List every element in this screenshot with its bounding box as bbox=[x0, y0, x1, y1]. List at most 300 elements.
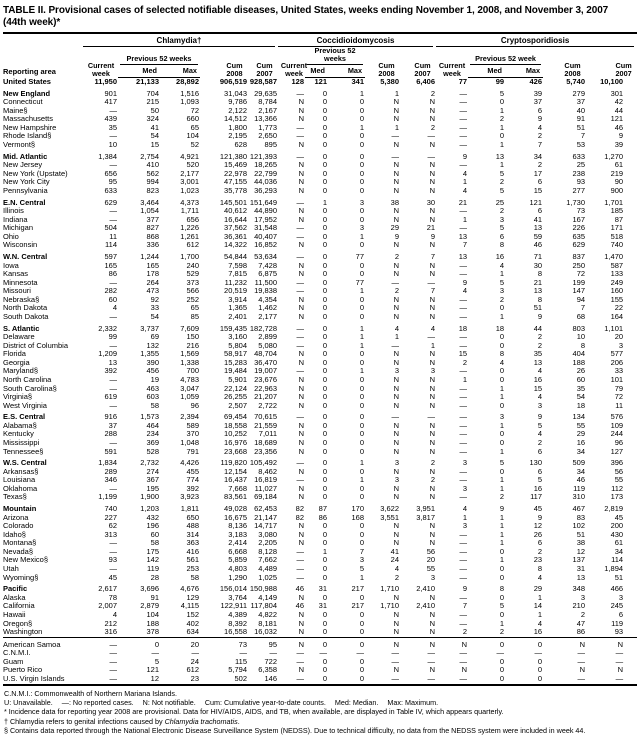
value-cell: — bbox=[427, 132, 436, 141]
value-cell: 78 bbox=[108, 593, 117, 602]
value-cell: 591 bbox=[104, 447, 117, 456]
value-cell: 6 bbox=[537, 447, 543, 456]
reporting-area-cell: Puerto Rico bbox=[3, 666, 43, 675]
value-cell: 837 bbox=[572, 252, 586, 262]
value-cell: 105,492 bbox=[249, 458, 278, 468]
value-cell: N bbox=[429, 593, 436, 602]
value-cell: 44 bbox=[614, 106, 624, 115]
value-cell: N bbox=[393, 530, 400, 539]
value-cell: 12 bbox=[576, 547, 586, 556]
value-cell: 868 bbox=[146, 232, 159, 241]
value-cell: N bbox=[298, 161, 305, 170]
reporting-area-cell: Pacific bbox=[3, 584, 28, 594]
table-row bbox=[3, 216, 637, 225]
value-cell: 2,332 bbox=[98, 323, 117, 333]
value-cell: 4 bbox=[537, 123, 543, 132]
value-cell: 0 bbox=[322, 530, 328, 539]
value-cell: — bbox=[109, 401, 117, 410]
value-cell: 7 bbox=[430, 252, 436, 262]
value-cell: 2,122 bbox=[228, 106, 247, 115]
value-cell: — bbox=[459, 439, 468, 447]
value-cell: 10 bbox=[108, 141, 117, 150]
value-cell: N bbox=[298, 186, 305, 195]
value-cell: 2 bbox=[499, 178, 505, 187]
value-cell: 38 bbox=[576, 539, 586, 548]
value-cell: — bbox=[296, 412, 305, 422]
value-cell: 635 bbox=[572, 232, 586, 241]
value-cell: 3 bbox=[394, 367, 400, 376]
value-cell: — bbox=[459, 573, 468, 582]
value-cell: 72 bbox=[190, 106, 199, 115]
value-cell: 1 bbox=[359, 323, 365, 333]
value-cell: 0 bbox=[359, 421, 365, 430]
value-cell: 2,732 bbox=[140, 458, 159, 468]
value-cell: 1 bbox=[499, 106, 505, 115]
value-cell: 4,783 bbox=[180, 375, 199, 384]
value-cell: 23,356 bbox=[254, 447, 278, 456]
value-cell: 16,558 bbox=[224, 628, 247, 637]
value-cell: 60 bbox=[108, 295, 117, 304]
table-row bbox=[3, 565, 637, 574]
value-cell: 0 bbox=[499, 666, 505, 675]
value-cell: 4,389 bbox=[228, 610, 247, 619]
value-cell: 392 bbox=[104, 367, 117, 376]
value-cell: N bbox=[298, 484, 305, 493]
value-cell: 2,722 bbox=[258, 401, 278, 410]
value-cell: — bbox=[109, 215, 117, 224]
value-cell: 2,401 bbox=[228, 312, 247, 321]
value-cell: 18,558 bbox=[224, 421, 247, 430]
value-cell: 199 bbox=[572, 278, 586, 287]
value-cell: 473 bbox=[146, 287, 159, 296]
value-cell: 900 bbox=[610, 186, 624, 195]
value-cell: N bbox=[298, 393, 305, 402]
value-cell: 3,047 bbox=[180, 384, 199, 393]
value-cell: 5,859 bbox=[228, 556, 247, 565]
value-cell: 18,265 bbox=[254, 161, 278, 170]
value-cell: N bbox=[298, 312, 305, 321]
value-cell: 0 bbox=[322, 132, 328, 141]
value-cell: 0 bbox=[359, 539, 365, 548]
col-header-max: Max bbox=[505, 65, 543, 78]
value-cell: 612 bbox=[186, 666, 199, 675]
value-cell: 1 bbox=[499, 270, 505, 279]
value-cell: 1 bbox=[394, 333, 400, 342]
value-cell: — bbox=[459, 657, 468, 666]
value-cell: 4 bbox=[394, 323, 400, 333]
value-cell: 7,428 bbox=[258, 261, 278, 270]
value-cell: — bbox=[459, 88, 468, 98]
value-cell: 11,232 bbox=[224, 278, 247, 287]
value-cell: 8,128 bbox=[258, 547, 278, 556]
value-cell: 1,290 bbox=[228, 573, 247, 582]
value-cell: 370 bbox=[186, 430, 199, 439]
value-cell: 363 bbox=[186, 539, 199, 548]
value-cell: 0 bbox=[359, 522, 365, 531]
value-cell: 0 bbox=[359, 674, 365, 683]
reporting-area-cell: E.S. Central bbox=[3, 412, 46, 422]
value-cell: 1 bbox=[537, 593, 543, 602]
value-cell: — bbox=[296, 252, 305, 262]
value-cell: 1,209 bbox=[98, 350, 117, 359]
value-cell: 1 bbox=[359, 88, 365, 98]
value-cell: N bbox=[298, 169, 305, 178]
value-cell: 54 bbox=[150, 312, 159, 321]
value-cell: 15,283 bbox=[224, 358, 247, 367]
value-cell: 31 bbox=[318, 602, 328, 611]
value-cell: 36,470 bbox=[254, 358, 278, 367]
value-cell: 16,644 bbox=[224, 215, 247, 224]
value-cell: 37 bbox=[576, 98, 586, 107]
value-cell: — bbox=[459, 430, 468, 439]
value-cell: 28 bbox=[150, 573, 159, 582]
value-cell: N bbox=[393, 628, 400, 637]
value-cell: 3 bbox=[359, 197, 365, 207]
value-cell: 6,358 bbox=[258, 666, 278, 675]
value-cell: 56 bbox=[426, 547, 436, 556]
value-cell: 410 bbox=[146, 161, 159, 170]
value-cell: 0 bbox=[322, 287, 328, 296]
value-cell: N bbox=[393, 384, 400, 393]
table-row bbox=[3, 666, 637, 675]
value-cell: N bbox=[393, 421, 400, 430]
value-cell: 0 bbox=[322, 367, 328, 376]
value-cell: 348 bbox=[572, 584, 586, 594]
value-cell: 51 bbox=[576, 123, 586, 132]
value-cell: 0 bbox=[322, 493, 328, 502]
value-cell: 114 bbox=[611, 556, 624, 565]
value-cell: 11,500 bbox=[254, 278, 278, 287]
value-cell: 226 bbox=[572, 224, 586, 233]
value-cell: 21,207 bbox=[254, 393, 278, 402]
value-cell: 61 bbox=[614, 161, 624, 170]
value-cell: 0 bbox=[322, 186, 328, 195]
value-cell: 146 bbox=[264, 674, 278, 683]
value-cell: — bbox=[459, 539, 468, 548]
value-cell: 1 bbox=[499, 123, 505, 132]
value-cell: 2 bbox=[430, 123, 436, 132]
value-cell: 7 bbox=[462, 241, 468, 250]
col-header-cum-2008: Cum 2008 bbox=[564, 60, 581, 78]
value-cell: 91 bbox=[150, 593, 159, 602]
value-cell: 4 bbox=[537, 393, 543, 402]
value-cell: 196 bbox=[146, 522, 159, 531]
value-cell: 2 bbox=[499, 628, 505, 637]
value-cell: 30 bbox=[533, 261, 543, 270]
value-cell: — bbox=[296, 649, 305, 658]
value-cell: 628 bbox=[234, 141, 247, 150]
value-cell: 9 bbox=[462, 278, 468, 287]
value-cell: 4,803 bbox=[228, 565, 247, 574]
table-row bbox=[3, 602, 637, 611]
value-cell: 58,917 bbox=[224, 350, 247, 359]
value-cell: — bbox=[391, 278, 400, 287]
value-cell: 11 bbox=[109, 232, 117, 241]
value-cell: 24 bbox=[190, 657, 199, 666]
value-cell: 8 bbox=[499, 584, 505, 594]
value-cell: 402 bbox=[186, 619, 199, 628]
value-cell: 3 bbox=[430, 367, 436, 376]
value-cell: 20 bbox=[160, 637, 200, 649]
value-cell: 21 bbox=[458, 197, 468, 207]
value-cell: 0 bbox=[537, 674, 543, 683]
value-cell: 0 bbox=[322, 393, 328, 402]
value-cell: — bbox=[459, 547, 468, 556]
value-cell: 0 bbox=[359, 169, 365, 178]
value-cell: — bbox=[109, 132, 117, 141]
value-cell: 456 bbox=[146, 367, 159, 376]
col-header-cum-2008: Cum 2008 bbox=[378, 60, 395, 78]
reporting-area-cell: Illinois bbox=[3, 207, 24, 216]
value-cell: 8,462 bbox=[258, 467, 278, 476]
value-cell: 1 bbox=[499, 161, 505, 170]
value-cell: 17,952 bbox=[254, 215, 278, 224]
table-row bbox=[3, 178, 637, 187]
value-cell: N bbox=[298, 215, 305, 224]
value-cell: 23,668 bbox=[224, 447, 247, 456]
value-cell: 1 bbox=[499, 393, 505, 402]
value-cell: 704 bbox=[146, 88, 159, 98]
value-cell: 1 bbox=[499, 476, 505, 485]
value-cell: 52 bbox=[190, 141, 199, 150]
reporting-area-cell: E.N. Central bbox=[3, 197, 46, 207]
value-cell: 1 bbox=[462, 513, 468, 522]
value-cell: 0 bbox=[359, 628, 365, 637]
table-row bbox=[3, 322, 637, 334]
value-cell: 13,366 bbox=[254, 115, 278, 124]
value-cell: N bbox=[393, 358, 400, 367]
value-cell: 9,786 bbox=[228, 98, 247, 107]
value-cell: 612 bbox=[186, 241, 199, 250]
value-cell: 21,133 bbox=[136, 77, 159, 86]
table-row bbox=[3, 539, 637, 548]
value-cell: 22 bbox=[614, 304, 624, 313]
reporting-area-cell: Tennessee§ bbox=[3, 447, 44, 456]
value-cell: N bbox=[393, 484, 400, 493]
table-title-line1: TABLE II. Provisional cases of selected notifiable diseases, United States, weeks ending November 1, 2008, and November 3, 2007 bbox=[3, 5, 609, 16]
value-cell: N bbox=[298, 593, 305, 602]
value-cell: 206 bbox=[610, 358, 624, 367]
value-cell: 12 bbox=[150, 674, 159, 683]
reporting-area-cell: C.N.M.I. bbox=[3, 649, 31, 658]
value-cell: 46 bbox=[295, 584, 305, 594]
value-cell: N bbox=[429, 115, 436, 124]
value-cell: 250 bbox=[572, 261, 586, 270]
value-cell: 37 bbox=[533, 98, 543, 107]
value-cell: 20,519 bbox=[224, 287, 247, 296]
value-cell: 0 bbox=[322, 161, 328, 170]
value-cell: 576 bbox=[610, 412, 624, 422]
value-cell: 12 bbox=[533, 522, 543, 531]
value-cell: — bbox=[496, 649, 505, 658]
footnote-cnmi: C.N.M.I.: Commonwealth of Northern Mariana Islands. bbox=[4, 688, 177, 698]
value-cell: 4,115 bbox=[180, 602, 199, 611]
value-cell: 9 bbox=[537, 513, 543, 522]
value-cell: 289 bbox=[104, 467, 117, 476]
value-cell: 324 bbox=[146, 115, 159, 124]
value-cell: 31,548 bbox=[254, 224, 278, 233]
value-cell: N bbox=[461, 666, 468, 675]
value-cell: 29 bbox=[576, 430, 586, 439]
value-cell: 15,469 bbox=[224, 161, 247, 170]
value-cell: 0 bbox=[322, 610, 328, 619]
value-cell: — bbox=[459, 270, 468, 279]
value-cell: N bbox=[429, 304, 436, 313]
value-cell: — bbox=[534, 649, 543, 658]
value-cell: 7,668 bbox=[228, 484, 247, 493]
value-cell: 45 bbox=[108, 573, 117, 582]
value-cell: 390 bbox=[146, 358, 159, 367]
table-row bbox=[3, 241, 637, 250]
table-row bbox=[3, 502, 637, 514]
value-cell: — bbox=[296, 458, 305, 468]
value-cell: 150,988 bbox=[249, 584, 278, 594]
value-cell: 3 bbox=[499, 215, 505, 224]
value-cell: N bbox=[543, 637, 586, 649]
table-row bbox=[3, 207, 637, 216]
value-cell: 0 bbox=[322, 401, 328, 410]
value-cell: 244 bbox=[610, 430, 624, 439]
table-row bbox=[3, 456, 637, 468]
value-cell: 0 bbox=[499, 367, 505, 376]
value-cell: 2 bbox=[537, 439, 543, 447]
value-cell: 171 bbox=[610, 224, 624, 233]
value-cell: 21,559 bbox=[254, 421, 278, 430]
value-cell: — bbox=[319, 649, 328, 658]
group-header-coccidioidomycosis: Coccidioidomycosis bbox=[278, 33, 436, 47]
reporting-area-cell: South Dakota bbox=[3, 312, 49, 321]
value-cell: — bbox=[459, 476, 468, 485]
value-cell: 282 bbox=[104, 287, 117, 296]
value-cell: N bbox=[393, 467, 400, 476]
value-cell: 31 bbox=[576, 565, 586, 574]
value-cell: 0 bbox=[499, 657, 505, 666]
value-cell: 0 bbox=[322, 224, 328, 233]
value-cell: 93 bbox=[614, 628, 624, 637]
value-cell: 69 bbox=[150, 333, 159, 342]
table-row bbox=[3, 582, 637, 594]
value-cell: 597 bbox=[104, 252, 117, 262]
value-cell: — bbox=[296, 333, 305, 342]
value-cell: 1,710 bbox=[380, 602, 400, 611]
value-cell: 4,489 bbox=[258, 565, 278, 574]
value-cell: N bbox=[393, 115, 400, 124]
value-cell: 0 bbox=[322, 115, 328, 124]
value-cell: 279 bbox=[572, 88, 586, 98]
value-cell: 4 bbox=[462, 169, 468, 178]
value-cell: 0 bbox=[322, 207, 328, 216]
value-cell: 0 bbox=[328, 637, 365, 649]
value-cell: — bbox=[109, 484, 117, 493]
value-cell: 0 bbox=[359, 261, 365, 270]
value-cell: 0 bbox=[322, 169, 328, 178]
table-row bbox=[3, 476, 637, 485]
value-cell: 94 bbox=[576, 295, 586, 304]
value-cell: 69,454 bbox=[224, 412, 247, 422]
value-cell: 895 bbox=[264, 141, 278, 150]
value-cell: N bbox=[298, 493, 305, 502]
value-cell: 195 bbox=[146, 484, 159, 493]
value-cell: 39 bbox=[533, 88, 543, 98]
reporting-area-cell: Mountain bbox=[3, 504, 37, 514]
value-cell: 5 bbox=[359, 565, 365, 574]
table-row bbox=[3, 150, 637, 162]
value-cell: 56 bbox=[614, 467, 624, 476]
value-cell: — bbox=[296, 132, 305, 141]
value-cell: — bbox=[459, 593, 468, 602]
value-cell: 2 bbox=[537, 132, 543, 141]
value-cell: 6 bbox=[537, 106, 543, 115]
value-cell: — bbox=[296, 224, 305, 233]
value-cell: 378 bbox=[146, 628, 159, 637]
value-cell: — bbox=[109, 439, 117, 447]
value-cell: 336 bbox=[146, 241, 159, 250]
value-cell: — bbox=[459, 412, 468, 422]
value-cell: 0 bbox=[499, 333, 505, 342]
value-cell: 16,032 bbox=[254, 628, 278, 637]
value-cell: 1,054 bbox=[140, 207, 159, 216]
value-cell: 2 bbox=[537, 161, 543, 170]
value-cell: 227 bbox=[104, 513, 117, 522]
value-cell: 1 bbox=[499, 484, 505, 493]
value-cell: 79 bbox=[614, 384, 624, 393]
table-row bbox=[3, 574, 637, 583]
value-cell: 15 bbox=[533, 384, 543, 393]
value-cell: 16 bbox=[533, 375, 543, 384]
value-cell: 463 bbox=[146, 384, 159, 393]
value-cell: 0 bbox=[359, 115, 365, 124]
value-cell: 155 bbox=[610, 295, 624, 304]
value-cell: 7 bbox=[359, 547, 365, 556]
value-cell: N bbox=[429, 178, 436, 187]
value-cell: 59 bbox=[533, 232, 543, 241]
value-cell: 6 bbox=[537, 178, 543, 187]
value-cell: — bbox=[459, 530, 468, 539]
value-cell: 170 bbox=[351, 504, 365, 514]
value-cell: 1,470 bbox=[604, 252, 624, 262]
value-cell: 561 bbox=[186, 556, 199, 565]
value-cell: — bbox=[109, 657, 117, 666]
value-cell: 7,609 bbox=[180, 323, 199, 333]
value-cell: 23 bbox=[533, 556, 543, 565]
value-cell: 0 bbox=[322, 522, 328, 531]
value-cell: N bbox=[298, 384, 305, 393]
value-cell: 314 bbox=[186, 530, 199, 539]
value-cell: 1 bbox=[359, 287, 365, 296]
value-cell: 4 bbox=[394, 565, 400, 574]
value-cell: N bbox=[429, 430, 436, 439]
table-row bbox=[3, 658, 637, 667]
value-cell: N bbox=[298, 375, 305, 384]
value-cell: 4 bbox=[537, 367, 543, 376]
value-cell: 137 bbox=[572, 556, 586, 565]
value-cell: N bbox=[429, 522, 436, 531]
reporting-area-cell: New York City bbox=[3, 178, 50, 187]
value-cell: N bbox=[429, 401, 436, 410]
value-cell: 119 bbox=[147, 565, 159, 574]
value-cell: 1 bbox=[499, 619, 505, 628]
table-row bbox=[3, 620, 637, 629]
value-cell: — bbox=[427, 278, 436, 287]
value-cell: 142 bbox=[146, 556, 159, 565]
value-cell: 3,551 bbox=[380, 513, 400, 522]
value-cell: 8,392 bbox=[228, 619, 247, 628]
col-header-current-week: Current week bbox=[438, 60, 466, 78]
value-cell: 439 bbox=[104, 115, 117, 124]
value-cell: 3,622 bbox=[380, 504, 400, 514]
value-cell: 3 bbox=[537, 401, 543, 410]
value-cell: N bbox=[429, 350, 436, 359]
